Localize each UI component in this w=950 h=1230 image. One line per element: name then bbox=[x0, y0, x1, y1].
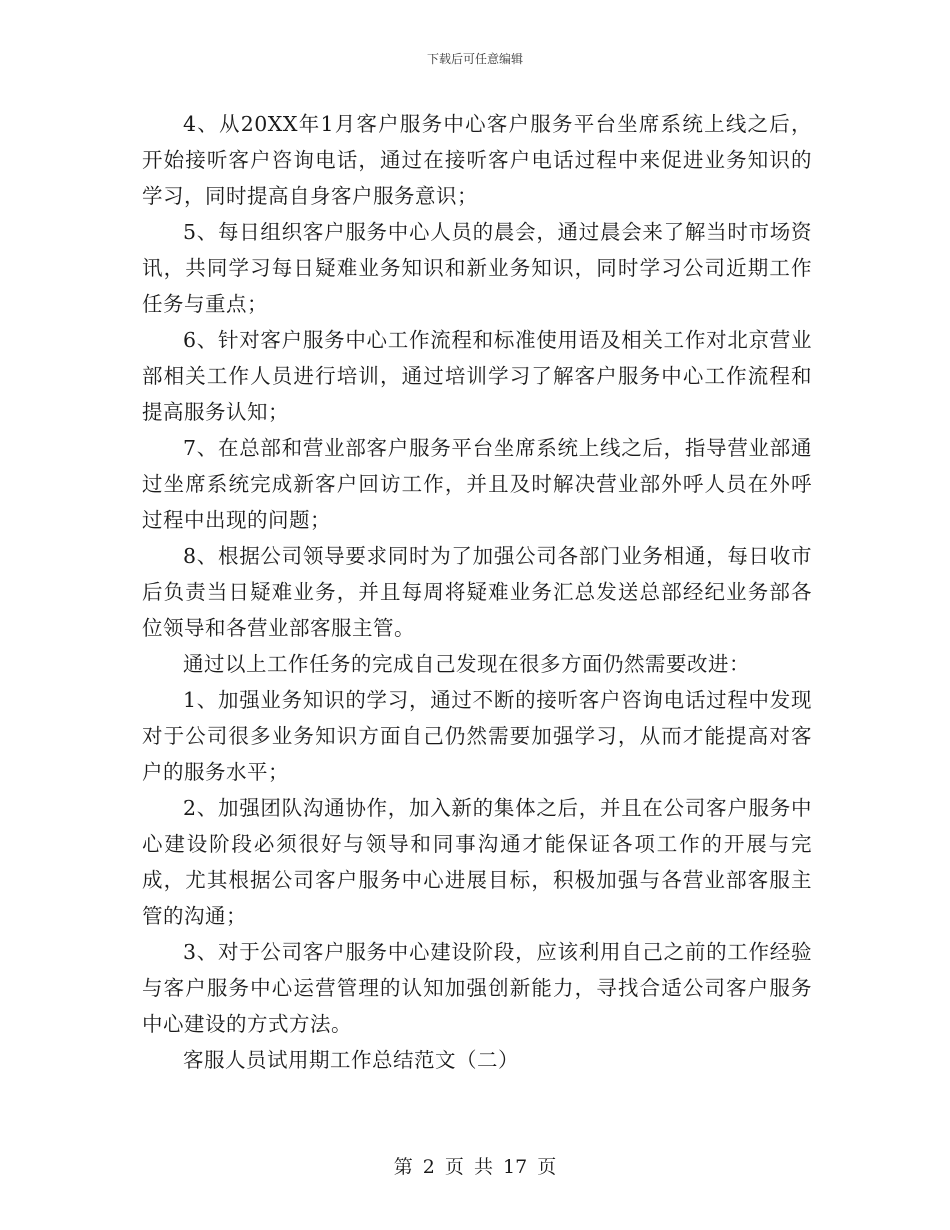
page-header: 下载后可任意编辑 bbox=[426, 52, 523, 66]
paragraph-improvement-intro: 通过以上工作任务的完成自己发现在很多方面仍然需要改进： bbox=[183, 652, 750, 676]
paragraph-item-4: 4、从20XX年1月客户服务中心客户服务平台坐席系统上线之后，开始接听客户咨询电话，通过在接听客户电话过程中来促进业务知识的学习，同时提高自身客户服务意识； bbox=[142, 112, 812, 208]
paragraph-item-8: 8、根据公司领导要求同时为了加强公司各部门业务相通，每日收市后负责当日疑难业务，并且每周将疑难业务汇总发送总部经纪业务部各位领导和各营业部客服主管。 bbox=[142, 544, 812, 640]
document-body bbox=[142, 106, 812, 1078]
page-number-footer: 第 2 页 共 17 页 bbox=[393, 1156, 557, 1178]
paragraph-item-7: 7、在总部和营业部客户服务平台坐席系统上线之后，指导营业部通过坐席系统完成新客户回访工作，并且及时解决营业部外呼人员在外呼过程中出现的问题； bbox=[142, 436, 812, 532]
paragraph-improvement-2: 2、加强团队沟通协作，加入新的集体之后，并且在公司客户服务中心建设阶段必须很好与领导和同事沟通才能保证各项工作的开展与完成，尤其根据公司客户服务中心进展目标，积极加强与各营业部客服主管的沟通； bbox=[142, 796, 812, 928]
paragraph-improvement-3: 3、对于公司客户服务中心建设阶段，应该利用自己之前的工作经验与客户服务中心运营管理的认知加强创新能力，寻找合适公司客户服务中心建设的方式方法。 bbox=[142, 940, 812, 1036]
paragraph-improvement-1: 1、加强业务知识的学习，通过不断的接听客户咨询电话过程中发现对于公司很多业务知识方面自己仍然需要加强学习，从而才能提高对客户的服务水平； bbox=[142, 688, 812, 784]
section-title: 客服人员试用期工作总结范文（二） bbox=[183, 1048, 519, 1072]
paragraph-item-5: 5、每日组织客户服务中心人员的晨会，通过晨会来了解当时市场资讯，共同学习每日疑难业务知识和新业务知识，同时学习公司近期工作任务与重点； bbox=[142, 220, 812, 316]
paragraph-item-6: 6、针对客户服务中心工作流程和标准使用语及相关工作对北京营业部相关工作人员进行培训，通过培训学习了解客户服务中心工作流程和提高服务认知； bbox=[142, 328, 812, 424]
